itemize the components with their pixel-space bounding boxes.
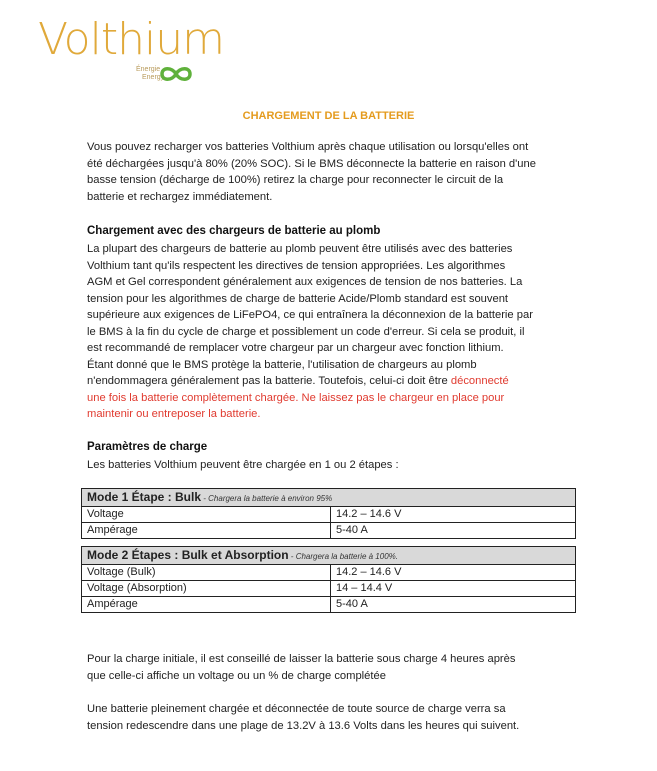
mode2-table	[81, 546, 576, 613]
full-charge-line: tension redescendre dans une plage de 13.2V à 13.6 Volts dans les heures qui suivent.	[87, 719, 520, 732]
initial-charge-line: que celle-ci affiche un voltage ou un % de charge complétée	[87, 669, 386, 682]
lead-acid-paragraph	[87, 241, 576, 423]
row-label: Voltage (Absorption)	[82, 581, 331, 597]
table-row	[82, 581, 576, 597]
row-label: Voltage (Bulk)	[82, 565, 331, 581]
logo-sub-energie: Énergie	[136, 66, 161, 73]
table-row	[82, 507, 576, 523]
volthium-logo	[38, 14, 224, 81]
lead-acid-line: La plupart des chargeurs de batterie au plomb peuvent être utilisés avec des batteries	[87, 243, 513, 255]
lead-acid-line: tension pour les algorithmes de charge de batterie Acide/Plomb standard est souvent	[87, 292, 509, 305]
mode1-note: - Chargera la batterie à environ 95%	[201, 493, 333, 503]
row-label: Voltage	[82, 507, 331, 523]
intro-line: batterie et rechargez immédiatement.	[87, 190, 273, 203]
lead-acid-line: le BMS à la fin du cycle de charge et possiblement un code d'erreur. Si cela se produit, il	[87, 325, 525, 338]
mode2-note: - Chargera la batterie à 100%.	[288, 551, 398, 561]
page-title: CHARGEMENT DE LA BATTERIE	[242, 110, 415, 122]
table-header-row	[82, 489, 576, 507]
intro-line: Vous pouvez recharger vos batteries Volthium après chaque utilisation ou lorsqu'elles ont	[87, 141, 529, 153]
row-label: Ampérage	[82, 523, 331, 539]
row-value: 14.2 – 14.6 V	[331, 507, 576, 523]
lead-acid-heading: Chargement avec des chargeurs de batterie au plomb	[87, 225, 381, 237]
row-value: 14 – 14.4 V	[331, 581, 576, 597]
lead-acid-line: Étant donné que le BMS protège la batterie, l'utilisation de chargeurs au plomb	[87, 358, 477, 371]
row-value: 5-40 A	[331, 523, 576, 539]
row-label: Ampérage	[82, 597, 331, 613]
lead-acid-line: est recommandé de remplacer votre chargeur par un chargeur avec fonction lithium.	[87, 342, 504, 354]
row-value: 14.2 – 14.6 V	[331, 565, 576, 581]
logo-sub-energy: Energy	[142, 74, 165, 81]
warning-text: déconnecté	[450, 375, 509, 387]
initial-charge-paragraph	[87, 651, 576, 684]
mode2-title-text: Mode 2 Étapes : Bulk et Absorption	[87, 547, 289, 562]
lead-acid-line: supérieure aux exigences de LiFePO4, ce qui entraînera la déconnexion de la batterie par	[87, 309, 533, 321]
warning-line: une fois la batterie complètement chargée. Ne laissez pas le chargeur en place pour	[87, 391, 505, 404]
lead-acid-text: n'endommagera généralement pas la batterie. Toutefois, celui-ci doit être	[87, 375, 451, 387]
table-row	[82, 565, 576, 581]
table-row	[82, 597, 576, 613]
params-heading: Paramètres de charge	[87, 441, 208, 453]
lead-acid-line	[87, 373, 576, 390]
intro-line: basse tension (décharge de 100%) retirez la charge pour reconnecter le circuit de la	[87, 174, 504, 186]
mode2-title	[82, 547, 576, 565]
mode1-table	[81, 488, 576, 539]
intro-paragraph	[87, 139, 576, 205]
infinity-icon	[158, 64, 194, 84]
logo-wordmark: Volthium	[38, 14, 224, 65]
mode1-title	[82, 489, 576, 507]
row-value: 5-40 A	[331, 597, 576, 613]
params-intro: Les batteries Volthium peuvent être chargée en 1 ou 2 étapes :	[87, 459, 399, 471]
mode1-title-text: Mode 1 Étape : Bulk	[87, 489, 202, 504]
full-charge-line: Une batterie pleinement chargée et déconnectée de toute source de charge verra sa	[87, 703, 506, 715]
table-header-row	[82, 547, 576, 565]
warning-line: maintenir ou entreposer la batterie.	[87, 408, 261, 420]
lead-acid-line: Volthium tant qu'ils respectent les directives de tension appropriées. Les algorithmes	[87, 259, 506, 272]
full-charge-paragraph	[87, 701, 576, 734]
table-row	[82, 523, 576, 539]
intro-line: été déchargées jusqu'à 80% (20% SOC). Si le BMS déconnecte la batterie en raison d'une	[87, 157, 536, 170]
lead-acid-line: AGM et Gel correspondent généralement aux exigences de tension de nos batteries. La	[87, 276, 523, 288]
initial-charge-line: Pour la charge initiale, il est conseillé de laisser la batterie sous charge 4 heures après	[87, 653, 516, 665]
